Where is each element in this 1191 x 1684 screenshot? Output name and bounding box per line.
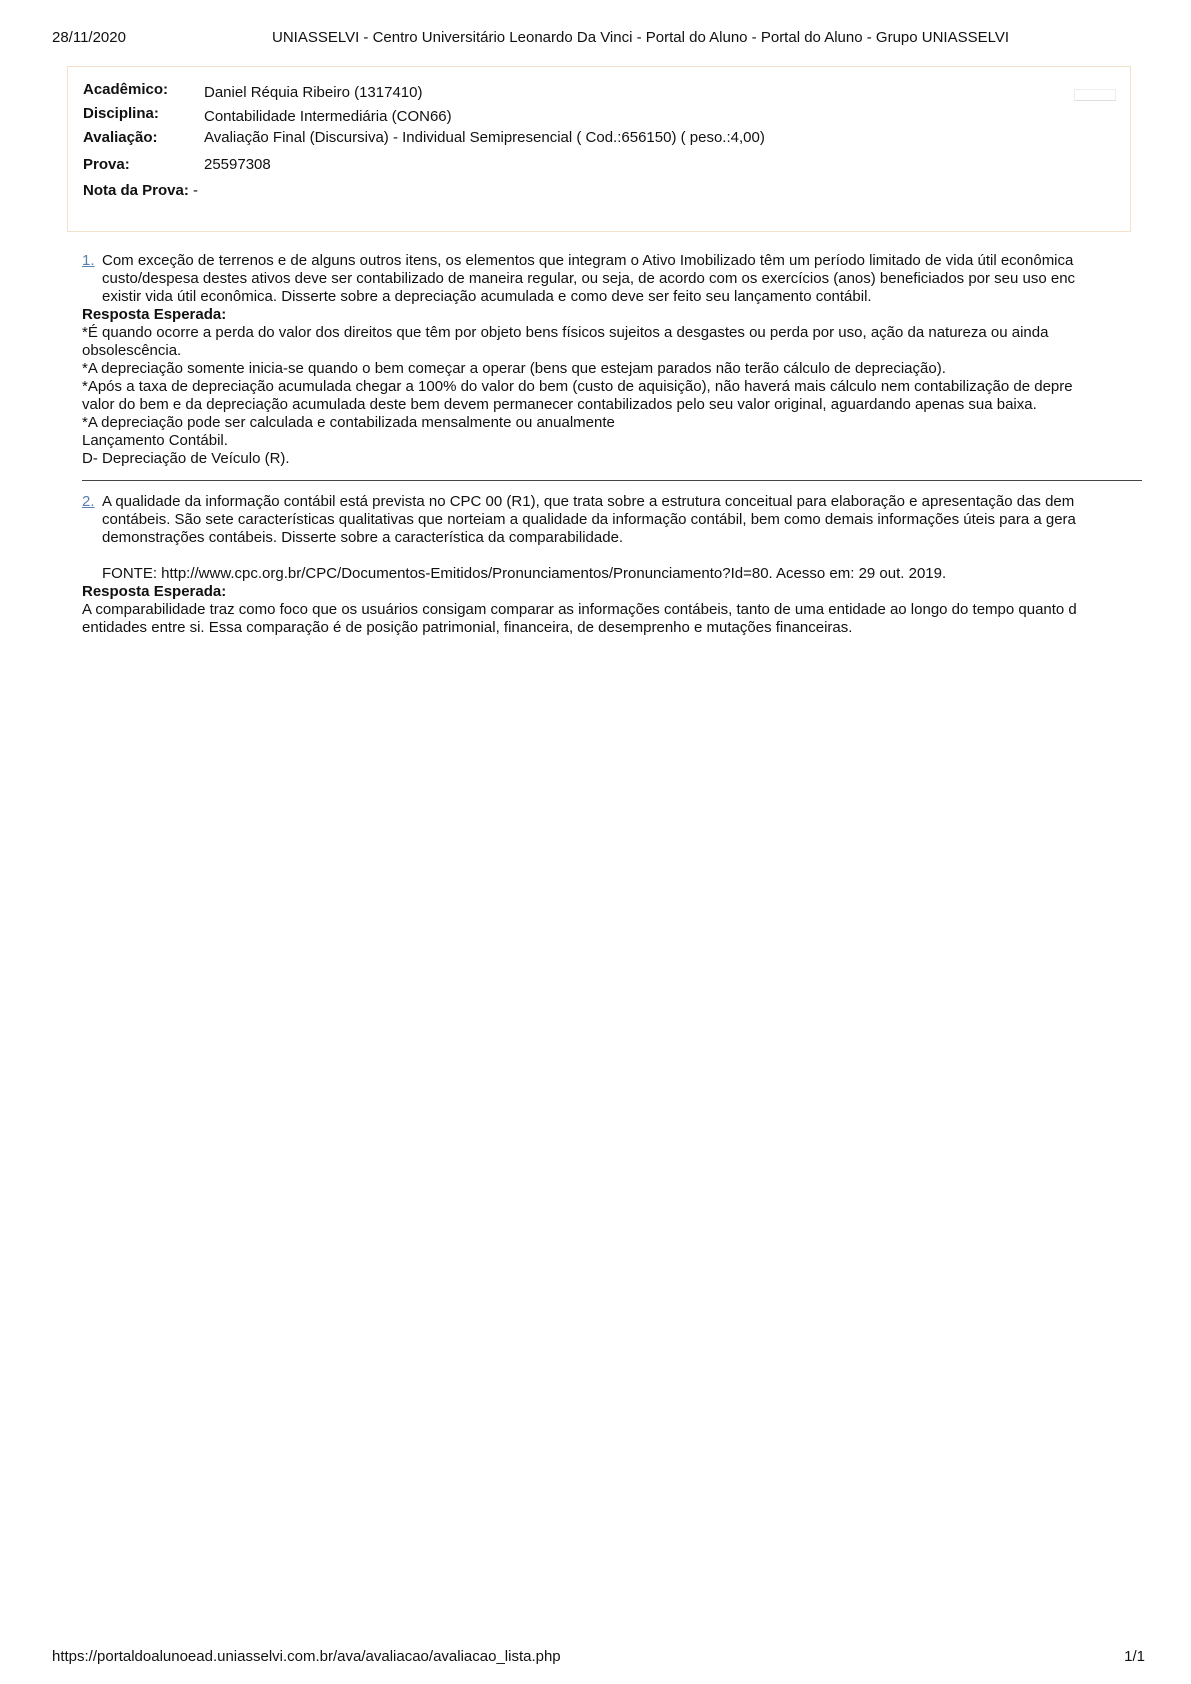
question-2-line: A qualidade da informação contábil está prevista no CPC 00 (R1), que trata sobre a estrutura conceitual para elaboração e apresentação das dem (102, 493, 1075, 510)
spacer (82, 547, 1142, 565)
disciplina-label: Disciplina: (83, 105, 159, 122)
prova-value: 25597308 (204, 156, 271, 173)
answer-1-line: obsolescência. (82, 342, 182, 359)
answer-1-line: *A depreciação pode ser calculada e contabilizada mensalmente ou anualmente (82, 414, 615, 431)
avaliacao-value: Avaliação Final (Discursiva) - Individual Semipresencial ( Cod.:656150) ( peso.:4,00) (204, 129, 765, 146)
academico-value: Daniel Réquia Ribeiro (1317410) (204, 84, 423, 101)
question-1-line: custo/despesa destes ativos deve ser contabilizado de maneira regular, ou seja, de acordo com os exercícios (anos) beneficiados por seu uso enc (102, 270, 1076, 287)
question-2-source: FONTE: http://www.cpc.org.br/CPC/Documentos-Emitidos/Pronunciamentos/Pronunciamento?Id=80. Acesso em: 29 out. 2019. (102, 565, 947, 582)
question-2-line: demonstrações contábeis. Disserte sobre a característica da comparabilidade. (102, 529, 624, 546)
answer-2-line: entidades entre si. Essa comparação é de posição patrimonial, financeira, de desemprenho e mutações financeiras. (82, 619, 853, 636)
answer-2-line: A comparabilidade traz como foco que os usuários consigam comparar as informações contábeis, tanto de uma entidade ao longo do tempo quanto d (82, 601, 1077, 618)
answer-1-line: *A depreciação somente inicia-se quando o bem começar a operar (bens que estejam parados não terão cálculo de depreciação). (82, 360, 946, 377)
question-2-link[interactable]: 2. (82, 493, 95, 510)
blank-box (1074, 89, 1116, 101)
answer-1-line: D- Depreciação de Veículo (R). (82, 450, 290, 467)
question-1-line: existir vida útil econômica. Disserte sobre a depreciação acumulada e como deve ser feito seu lançamento contábil. (102, 288, 872, 305)
question-1-line: Com exceção de terrenos e de alguns outros itens, os elementos que integram o Ativo Imobilizado têm um período limitado de vida útil econômica (102, 252, 1074, 269)
academico-label: Acadêmico: (83, 81, 169, 98)
question-1 (82, 252, 1142, 306)
avaliacao-row (83, 129, 765, 146)
answer-1-title: Resposta Esperada: (82, 306, 227, 323)
question-divider (82, 480, 1142, 481)
page-title: UNIASSELVI - Centro Universitário Leonardo Da Vinci - Portal do Aluno - Portal do Aluno - Grupo UNIASSELVI (272, 29, 1010, 46)
question-2 (82, 493, 1142, 547)
question-1-link[interactable]: 1. (82, 252, 95, 269)
nota-value: - (193, 182, 199, 199)
avaliacao-label: Avaliação: (83, 129, 158, 146)
nota-label: Nota da Prova: (83, 182, 189, 199)
disciplina-value: Contabilidade Intermediária (CON66) (204, 108, 452, 125)
answer-2-title: Resposta Esperada: (82, 583, 227, 600)
prova-label: Prova: (83, 156, 130, 173)
academico-row (83, 81, 423, 101)
page-count: 1/1 (1124, 1648, 1145, 1665)
print-date: 28/11/2020 (52, 29, 126, 46)
nota-row (83, 182, 198, 199)
exam-info-box (67, 66, 1131, 232)
answer-1-line: Lançamento Contábil. (82, 432, 228, 449)
page-footer (0, 1648, 1191, 1668)
page-url: https://portaldoalunoead.uniasselvi.com.br/ava/avaliacao/avaliacao_lista.php (52, 1648, 561, 1665)
prova-row (83, 156, 271, 173)
question-2-line: contábeis. São sete características qualitativas que norteiam a qualidade da informação contábil, bem como demais informações úteis para a gera (102, 511, 1076, 528)
page-header (0, 29, 1191, 49)
answer-1-line: *É quando ocorre a perda do valor dos direitos que têm por objeto bens físicos sujeitos a desgastes ou perda por uso, ação da natureza ou ainda (82, 324, 1049, 341)
answer-1-line: *Após a taxa de depreciação acumulada chegar a 100% do valor do bem (custo de aquisição), não haverá mais cálculo nem contabilização de depre (82, 378, 1073, 395)
questions-list (82, 252, 1142, 637)
answer-1-line: valor do bem e da depreciação acumulada deste bem devem permanecer contabilizados pelo seu valor original, aguardando apenas sua baixa. (82, 396, 1037, 413)
disciplina-row (83, 105, 452, 125)
